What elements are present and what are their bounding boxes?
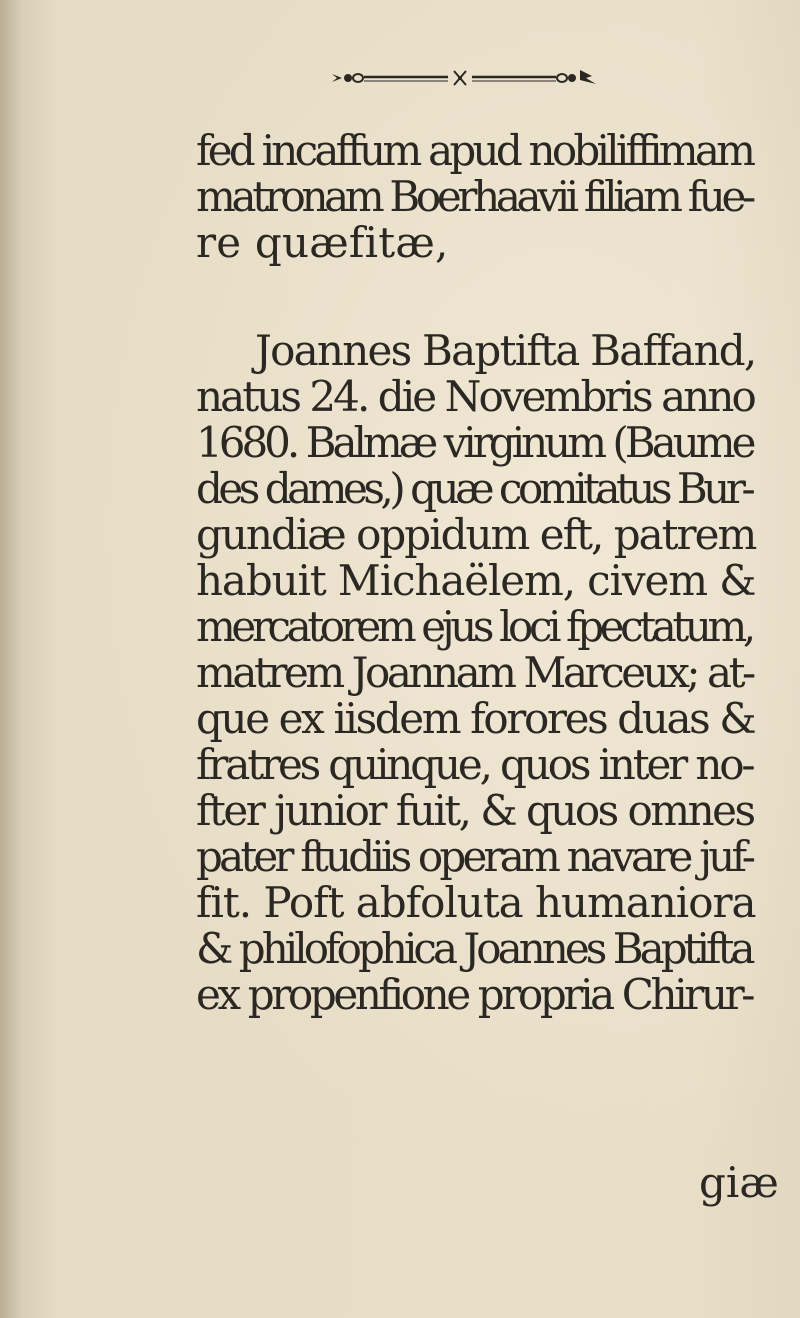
text-line: 1680. Balmæ virginum (Baume bbox=[196, 418, 753, 467]
text-line: que ex iisdem forores duas & bbox=[196, 694, 755, 743]
text-line: fit. Poft abfoluta humaniora bbox=[196, 878, 756, 927]
text-line: ex propenfione propria Chirur- bbox=[196, 970, 753, 1019]
text-line: habuit Michaëlem, civem & bbox=[196, 556, 756, 605]
text-line: natus 24. die Novembris anno bbox=[196, 372, 754, 421]
text-line: pater ftudiis operam navare juf- bbox=[196, 832, 753, 881]
printer-ornament-rule bbox=[330, 66, 600, 88]
text-line: matronam Boerhaavii filiam fue- bbox=[196, 172, 752, 221]
text-line: matrem Joannam Marceux; at- bbox=[196, 648, 753, 697]
paragraph-opening-line: Joannes Baptifta Baffand, bbox=[255, 326, 756, 375]
text-line: fratres quinque, quos inter no- bbox=[196, 740, 753, 789]
text-line: gundiæ oppidum eft, patrem bbox=[196, 510, 756, 559]
text-line: fed incaffum apud nobiliffimam bbox=[196, 126, 753, 175]
text-line: re quæfitæ, bbox=[196, 218, 449, 267]
text-line: & philofophica Joannes Baptifta bbox=[196, 924, 752, 973]
text-line: mercatorem ejus loci fpectatum, bbox=[196, 602, 752, 651]
text-line: des dames,) quæ comitatus Bur- bbox=[196, 464, 752, 513]
ornament-rule-icon bbox=[330, 66, 600, 88]
text-line: fter junior fuit, & quos omnes bbox=[196, 786, 754, 835]
catchword: giæ bbox=[699, 1158, 779, 1207]
